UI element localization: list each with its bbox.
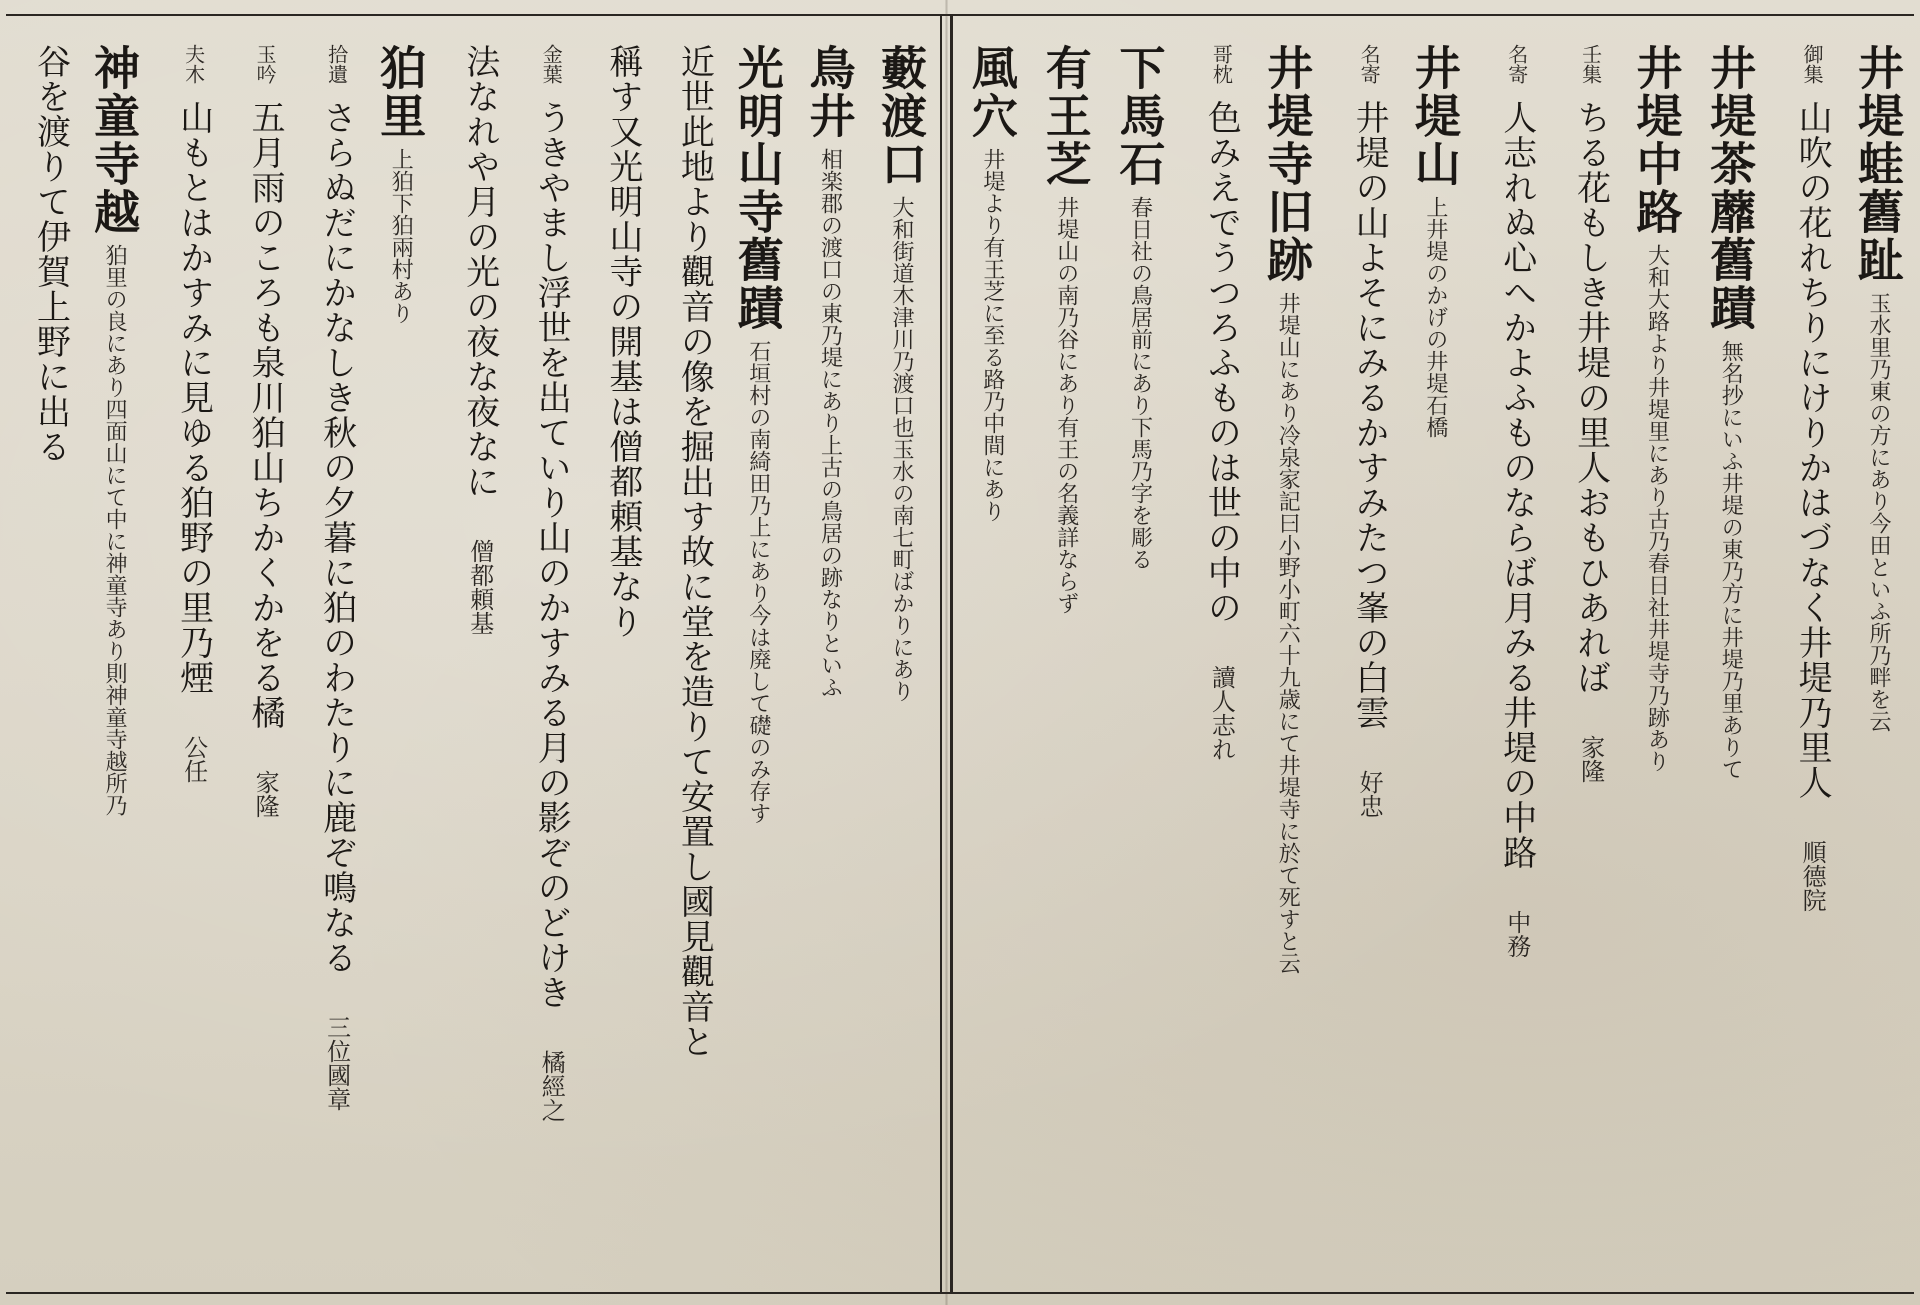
poem-author: 橘經之 xyxy=(537,1050,566,1122)
center-rule-right xyxy=(950,14,953,1294)
entry-note: 大和大路より井堤里にあり古乃春日社井堤寺乃跡あり xyxy=(1644,244,1670,772)
center-rule-left xyxy=(940,14,942,1294)
heading-column xyxy=(727,44,791,1274)
top-frame-line xyxy=(6,14,1914,16)
source-tag: 夫木 xyxy=(181,44,206,84)
entry-text: さらぬだにかなしき秋の夕暮に狛のわたりに鹿ぞ鳴なる xyxy=(316,100,357,975)
text-column xyxy=(227,44,291,1274)
entry-note: 狛里の良にあり四面山にて中に神童寺あり則神童寺越所乃 xyxy=(102,244,128,816)
entry-title: 光明山寺舊蹟 xyxy=(730,44,785,332)
entry-note: 井堤山にあり冷泉家記曰小野小町六十九歳にて井堤寺に於て死すと云 xyxy=(1275,292,1301,974)
entry-text: 谷を渡りて伊賀上野に出る xyxy=(30,44,71,464)
source-tag: 御集 xyxy=(1800,44,1825,84)
entry-note: 無名抄にいふ井堤の東乃方に井堤乃里ありて xyxy=(1718,340,1744,780)
entry-note: 上狛下狛兩村あり xyxy=(388,148,414,324)
entry-text: 稱す又光明山寺の開基は僧都頼基なり xyxy=(602,44,643,639)
entry-note: 石垣村の南綺田乃上にあり今は廃して礎のみ存す xyxy=(745,340,771,824)
heading-column xyxy=(1845,44,1911,1274)
text-column xyxy=(1328,44,1394,1274)
text-column xyxy=(441,44,505,1274)
source-tag: 拾遺 xyxy=(324,44,349,84)
source-tag: 名寄 xyxy=(1504,44,1529,84)
poem-author: 家隆 xyxy=(1576,735,1605,783)
right-page xyxy=(955,22,1915,1284)
heading-column xyxy=(1107,44,1173,1274)
entry-text: ちる花もしき井堤の里人おもひあれば xyxy=(1570,100,1611,695)
source-tag: 壬集 xyxy=(1578,44,1603,84)
text-column xyxy=(1550,44,1616,1274)
entry-note: 相楽郡の渡口の東乃堤にあり上古の鳥居の跡なりといふ xyxy=(817,148,843,698)
entry-title: 鳥井 xyxy=(802,44,857,140)
text-column xyxy=(584,44,648,1274)
page-fold xyxy=(945,0,948,1305)
entry-note: 井堤山の南乃谷にあり有王の名義詳ならず xyxy=(1053,196,1079,614)
entry-title: 神童寺越 xyxy=(87,44,142,236)
entry-text: 井堤の山よそにみるかすみたつ峯の白雲 xyxy=(1349,100,1390,730)
heading-column xyxy=(1402,44,1468,1274)
entry-text: 五月雨のころも泉川狛山ちかくかをる橘 xyxy=(245,100,286,730)
left-page xyxy=(8,22,938,1284)
poem-author: 家隆 xyxy=(251,770,280,818)
poem-author: 順德院 xyxy=(1798,840,1827,912)
heading-column xyxy=(370,44,434,1274)
poem-author: 中務 xyxy=(1502,910,1531,958)
entry-title: 狛里 xyxy=(373,44,428,140)
text-column xyxy=(155,44,219,1274)
entry-text: 人志れぬ心へかよふものならば月みる井堤の中路 xyxy=(1496,100,1537,870)
poem-author: 公任 xyxy=(179,735,208,783)
bottom-frame-line xyxy=(6,1292,1914,1294)
entry-text: 山吹の花れちりにけりかはづなく井堤乃里人 xyxy=(1792,100,1833,800)
entry-title: 井堤寺旧跡 xyxy=(1260,44,1315,284)
heading-column xyxy=(84,44,148,1274)
entry-title: 井堤蛙舊趾 xyxy=(1850,44,1905,284)
entry-text: 近世此地より觀音の像を掘出す故に堂を造りて安置し國見觀音と xyxy=(674,44,715,1059)
entry-text: うきやまし浮世を出ていり山のかすみる月の影ぞのどけき xyxy=(531,100,572,1010)
entry-title: 井堤中路 xyxy=(1629,44,1684,236)
source-tag: 玉吟 xyxy=(253,44,278,84)
poem-author: 三位國章 xyxy=(322,1015,351,1111)
entry-text: 山もとはかすみに見ゆる狛野の里乃煙 xyxy=(173,100,214,695)
text-column xyxy=(1476,44,1542,1274)
heading-column xyxy=(1624,44,1690,1274)
entry-title: 風穴 xyxy=(964,44,1019,140)
text-column xyxy=(298,44,362,1274)
source-tag: 哥枕 xyxy=(1209,44,1234,84)
entry-note: 玉水里乃東の方にあり今田といふ所乃畔を云 xyxy=(1865,292,1891,732)
text-column xyxy=(1771,44,1837,1274)
heading-column xyxy=(1033,44,1099,1274)
entry-title: 有王芝 xyxy=(1038,44,1093,188)
poem-author: 好忠 xyxy=(1355,770,1384,818)
heading-column xyxy=(959,44,1025,1274)
entry-title: 井堤山 xyxy=(1407,44,1462,188)
text-column xyxy=(656,44,720,1274)
entry-note: 春日社の鳥居前にあり下馬乃字を彫る xyxy=(1127,196,1153,570)
heading-column xyxy=(870,44,934,1274)
entry-note: 大和街道木津川乃渡口也玉水の南七町ばかりにあり xyxy=(888,196,914,702)
entry-title: 下馬石 xyxy=(1112,44,1167,188)
text-column xyxy=(1181,44,1247,1274)
heading-column xyxy=(1254,44,1320,1274)
poem-author: 讀人志れ xyxy=(1207,665,1236,761)
entry-note: 井堤より有王芝に至る路乃中間にあり xyxy=(979,148,1005,522)
entry-title: 藪渡口 xyxy=(873,44,928,188)
entry-title: 井堤茶蘼舊蹟 xyxy=(1703,44,1758,332)
heading-column xyxy=(799,44,863,1274)
heading-column xyxy=(1697,44,1763,1274)
text-column xyxy=(513,44,577,1274)
source-tag: 名寄 xyxy=(1357,44,1382,84)
poem-author: 僧都頼基 xyxy=(465,539,494,635)
source-tag: 金葉 xyxy=(539,44,564,84)
entry-note: 上井堤のかげの井堤石橋 xyxy=(1422,196,1448,438)
entry-text: 色みえでうつろふものは世の中の xyxy=(1201,100,1242,625)
entry-text: 法なれや月の光の夜な夜なに xyxy=(459,44,500,499)
text-column xyxy=(12,44,76,1274)
